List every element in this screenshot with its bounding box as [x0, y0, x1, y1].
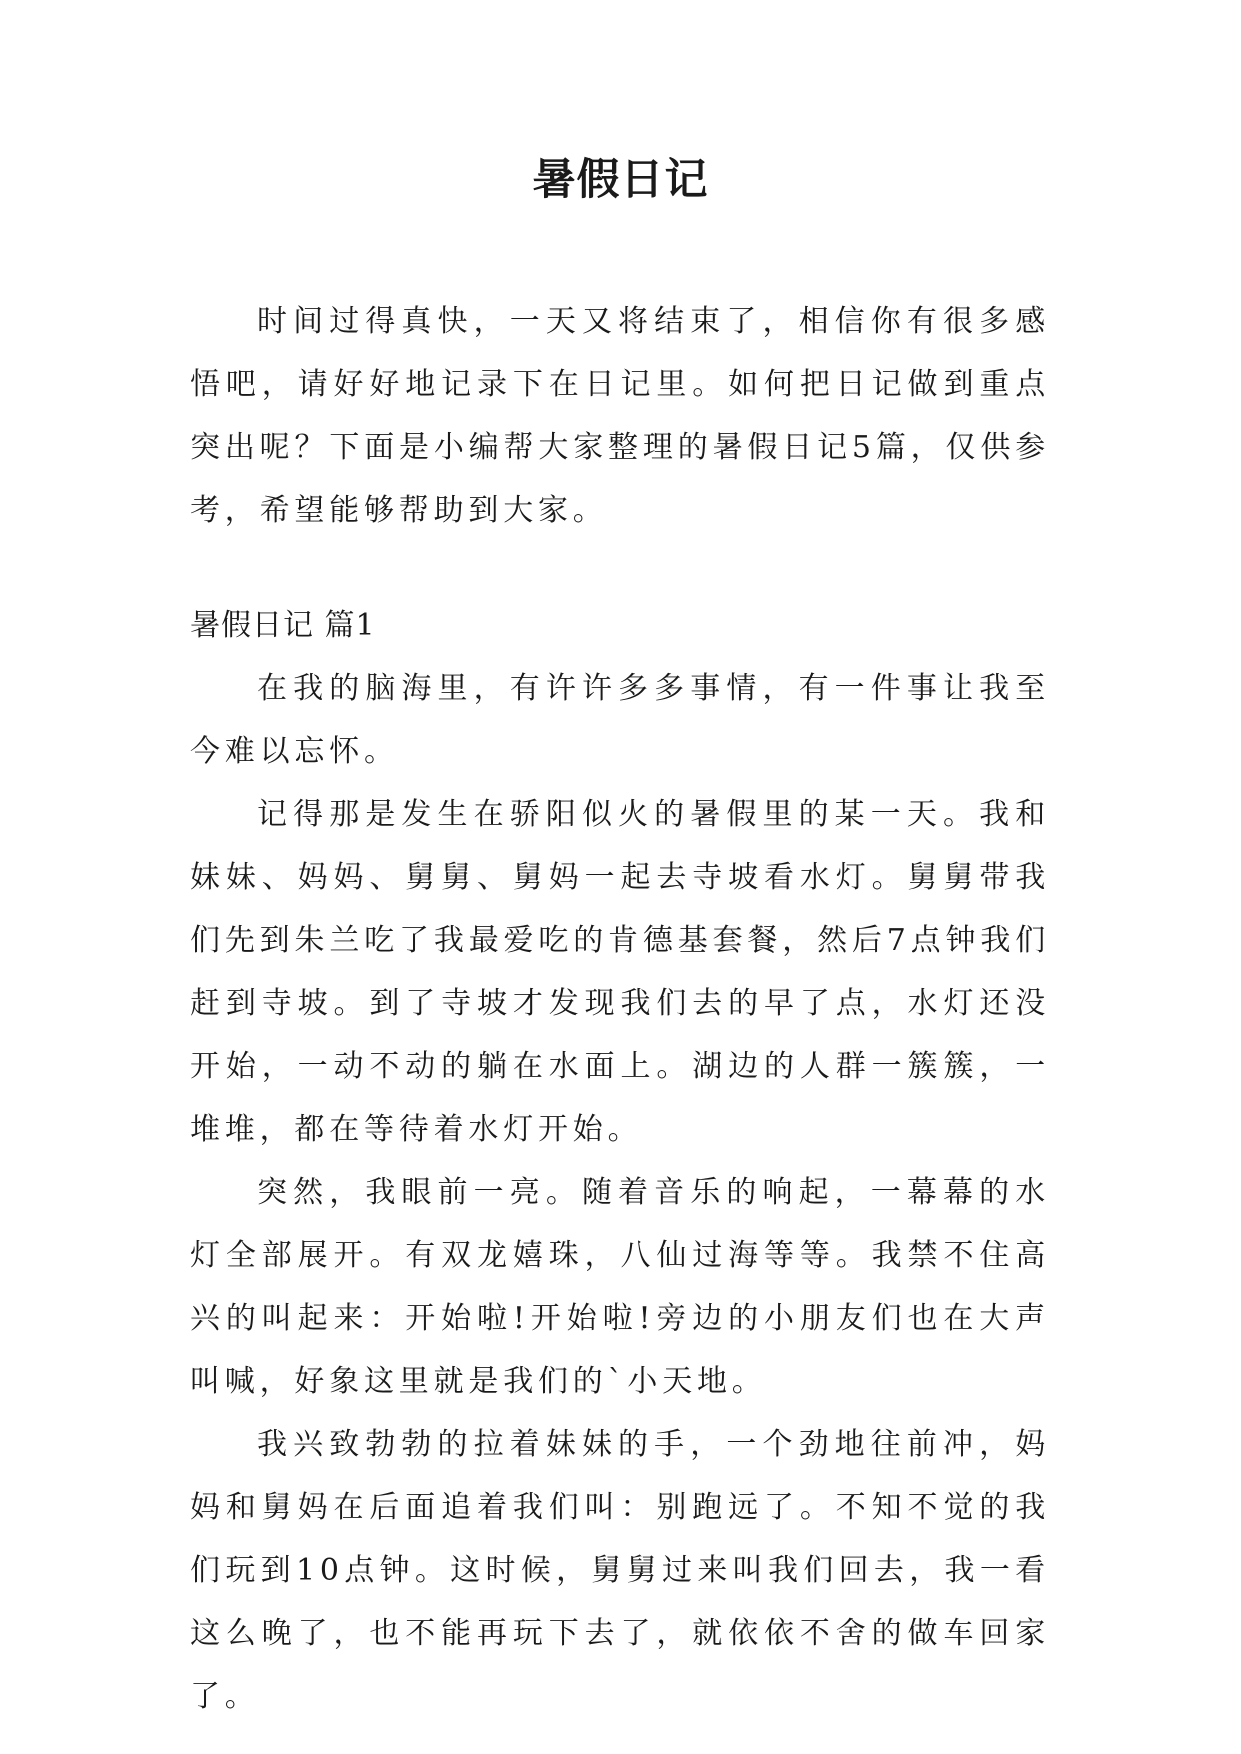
body-paragraph-3: 突然，我眼前一亮。随着音乐的响起，一幕幕的水灯全部展开。有双龙嬉珠，八仙过海等等。我禁不住高兴的叫起来：开始啦!开始啦!旁边的小朋友们也在大声叫喊，好象这里就是我们的`小天地。 — [190, 1175, 1050, 1399]
spacer — [190, 542, 1050, 594]
body-paragraph-4: 我兴致勃勃的拉着妹妹的手，一个劲地往前冲，妈妈和舅妈在后面追着我们叫：别跑远了。不知不觉的我们玩到10点钟。这时候，舅舅过来叫我们回去，我一看这么晚了，也不能再玩下去了，就依依不舍的做车回家了。 — [190, 1427, 1050, 1714]
document-body — [190, 290, 1050, 1728]
body-paragraph-1: 在我的脑海里，有许许多多事情，有一件事让我至今难以忘怀。 — [190, 671, 1050, 769]
body-paragraph-2: 记得那是发生在骄阳似火的暑假里的某一天。我和妹妹、妈妈、舅舅、舅妈一起去寺坡看水灯。舅舅带我们先到朱兰吃了我最爱吃的肯德基套餐，然后7点钟我们赶到寺坡。到了寺坡才发现我们去的早了点，水灯还没开始，一动不动的躺在水面上。湖边的人群一簇簇，一堆堆，都在等待着水灯开始。 — [190, 797, 1050, 1147]
document-title: 暑假日记 — [532, 155, 709, 205]
intro-paragraph: 时间过得真快，一天又将结束了，相信你有很多感悟吧，请好好地记录下在日记里。如何把日记做到重点突出呢？下面是小编帮大家整理的暑假日记5篇，仅供参考，希望能够帮助到大家。 — [190, 304, 1050, 528]
section-heading: 暑假日记 篇1 — [190, 608, 376, 643]
